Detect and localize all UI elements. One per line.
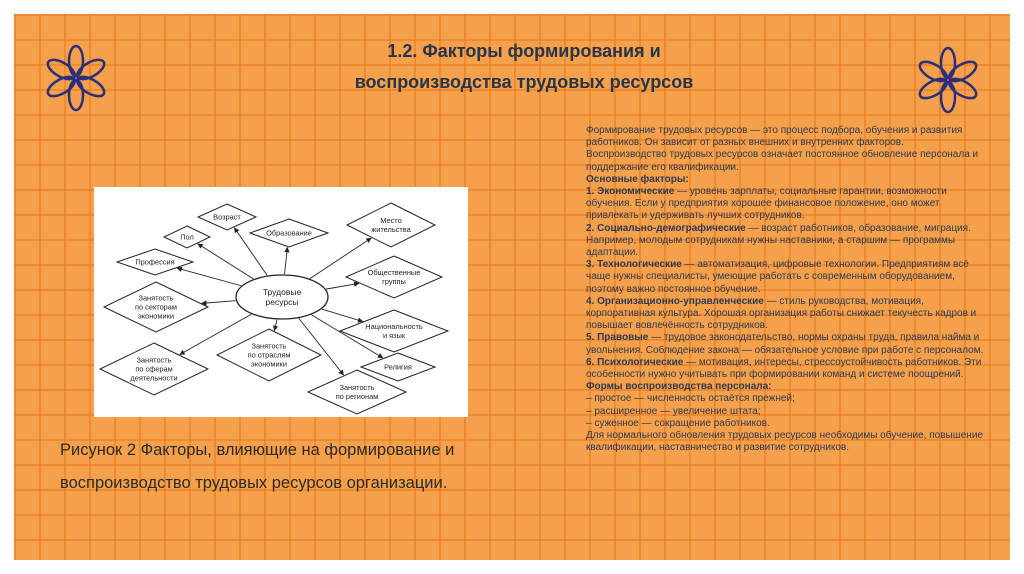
factors-heading: Основные факторы: <box>586 173 689 185</box>
factor-item <box>586 296 986 333</box>
node-mesto-label: Место жительства <box>371 216 411 235</box>
node-religiya-label: Религия <box>384 362 412 372</box>
node-zanyatost-otrasli-label: Занятость по отраслям экономики <box>247 341 291 369</box>
factors-list <box>586 186 986 381</box>
factor-item <box>586 259 986 296</box>
flower-left-icon <box>44 38 108 118</box>
arrow-node-natsionalnost <box>322 309 363 321</box>
factor-description: — мотивация, интересы, стрессоустойчивость работников. Эти особенности нужно учитывать при формировании команд и системе поощрений. <box>586 356 982 381</box>
arrow-node-professiya <box>177 268 241 286</box>
figure-caption <box>60 434 540 500</box>
node-obrazovanie-label: Образование <box>266 228 312 238</box>
flower-right-icon <box>916 40 980 120</box>
center-node-label: Трудовые ресурсы <box>262 286 302 307</box>
closing-paragraph: Для нормального обновления трудовых ресурсов необходимы обучение, повышение квалификации, наставничество и развитие сотрудников. <box>586 430 983 454</box>
factor-description: — автоматизация, цифровые технологии. Предприятиям всё чаще нужны специалисты, умеющие работать с современным оборудованием, поэтому важно постоянное обучение. <box>586 259 969 295</box>
factor-term: 4. Организационно-управленческие <box>586 295 764 307</box>
factor-term: 2. Социально-демографические <box>586 222 746 234</box>
factor-item <box>586 223 986 260</box>
node-obshchestvennye-label: Общественные группы <box>367 268 421 287</box>
node-natsionalnost-label: Национальность и язык <box>365 322 423 341</box>
node-zanyatost-sektora-label: Занятость по секторам экономики <box>134 293 178 321</box>
page-title <box>264 36 784 98</box>
factor-term: 3. Технологические <box>586 259 682 271</box>
factor-item <box>586 186 986 223</box>
node-zanyatost-sfery-label: Занятость по сферам деятельности <box>130 355 178 383</box>
slide <box>14 14 1010 560</box>
factor-item <box>586 332 986 356</box>
form-item: – расширенное — увеличение штата; <box>586 405 761 417</box>
title-line-2: воспроизводства трудовых ресурсов <box>354 72 694 92</box>
arrow-node-zanyatost-sektora <box>202 301 236 304</box>
factor-description: — возраст работников, образование, миграция. Например, молодым сотрудникам нужны наставники, а старшим — программы адаптации. <box>586 222 971 259</box>
arrow-node-obrazovanie <box>285 247 288 274</box>
arrow-node-obshchestvennye <box>326 283 359 289</box>
arrow-node-pol <box>198 244 254 279</box>
node-professiya-label: Профессия <box>135 257 175 267</box>
title-line-1: 1.2. Факторы формирования и <box>387 41 661 61</box>
factor-description: — уровень зарплаты, социальные гарантии, возможности обучения. Если у предприятия хорошее финансовое положение, оно может привлекать и удерживать лучших сотрудников. <box>586 186 947 222</box>
factor-item <box>586 357 986 381</box>
node-vozrast-label: Возраст <box>213 212 241 222</box>
description-text <box>586 125 986 454</box>
arrow-node-zanyatost-regiony <box>299 318 344 375</box>
form-item: – суженное — сокращение работников. <box>586 417 770 429</box>
form-item: – простое — численность остаётся прежней; <box>586 393 795 405</box>
factors-diagram <box>94 187 468 417</box>
factor-term: 1. Экономические <box>586 186 675 198</box>
node-zanyatost-regiony-label: Занятость по регионам <box>335 383 379 402</box>
factor-term: 6. Психологические <box>586 356 684 368</box>
factor-description: — стиль руководства, мотивация, корпоративная культура. Хорошая организация работы снижает текучесть кадров и повышает вовлечённость сотрудников. <box>586 295 977 332</box>
caption-line-2: воспроизводство трудовых ресурсов организации. <box>60 474 448 492</box>
arrow-node-zanyatost-otrasli <box>274 320 276 331</box>
node-pol-label: Пол <box>180 232 194 242</box>
factor-term: 5. Правовые <box>586 332 649 344</box>
intro-paragraph: Формирование трудовых ресурсов — это процесс подбора, обучения и развития работников. Он зависит от разных внешних и внутренних факторов. Воспроизводство трудовых ресурсов означает постоянное обновление персонала и поддержание его квалификации. <box>586 125 979 173</box>
factor-description: — трудовое законодательство, нормы охраны труда, правила найма и увольнения. Соблюдение закона — обязательное условие при работе с персоналом. <box>586 332 984 356</box>
caption-line-1: Рисунок 2 Факторы, влияющие на формирование и <box>60 441 455 459</box>
forms-heading: Формы воспроизводства персонала: <box>586 381 772 393</box>
